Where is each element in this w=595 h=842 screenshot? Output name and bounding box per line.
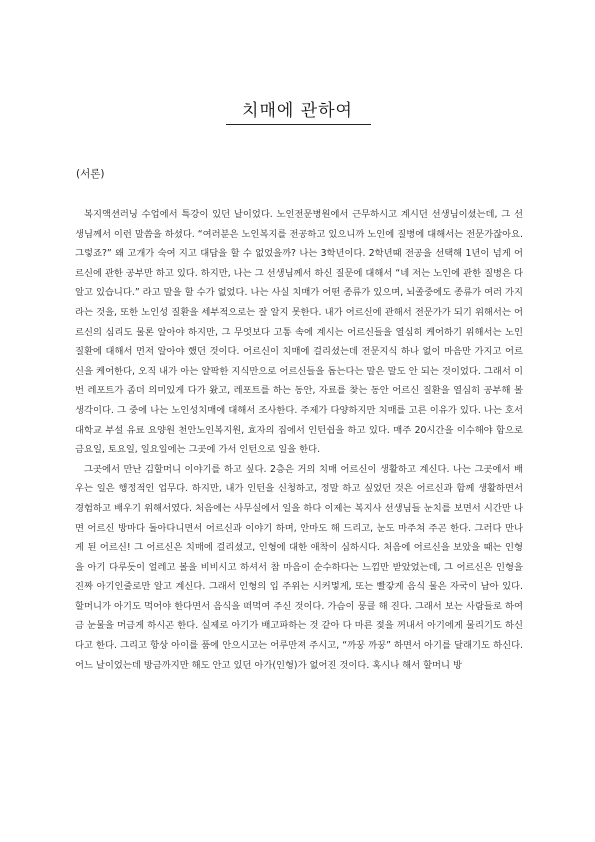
title-underline xyxy=(226,124,371,125)
paragraph: 복지액션러닝 수업에서 특강이 있던 날이었다. 노인전문병원에서 근무하시고 계시던 선생님이셨는데, 그 선생님께서 이런 말씀을 하셨다. “여러분은 노인복지를 전공하고 있으니까 노인에 질병에 대해서는 전문가잖아요. 그렇죠?” 왜 고개가 숙여 지고 대답을 할 수 없었을까? 나는 3학년이다. 2학년때 전공을 선택해 1년이 넘게 어르신에 관한 공부만 하고 있다. 하지만, 나는 그 선생님께서 하신 질문에 대해서 “네 저는 노인에 관한 질병은 다 알고 있습니다.” 라고 말을 할 수가 없었다. 나는 사실 치매가 어떤 종류가 있으며, 뇌졸중에도 종류가 여러 가지라는 것을, 또한 노인성 질환을 세부적으로는 잘 알지 못한다. 내가 어르신에 관해서 전문가가 되기 위해서는 어르신의 심리도 물론 알아야 하지만, 그 무엇보다 고통 속에 계시는 어르신들을 열심히 케어하기 위해서는 노인질환에 대해서 먼저 알아야 했던 것이다. 어르신이 치매에 걸리셨는데 전문지식 하나 없이 마음만 가지고 어르신을 케어한다, 오직 내가 아는 얄팍한 지식만으로 어르신들을 돕는다는 말은 말도 안 되는 것이었다. 그래서 이번 레포트가 좀더 의미있게 다가 왔고, 레포트를 하는 동안, 자료를 찾는 동안 어르신 질환을 열심히 공부해 볼 생각이다. 그 중에 나는 노인성치매에 대해서 조사한다. 주제가 다양하지만 치매를 고른 이유가 있다. 나는 호서대학교 부설 유료 요양원 천안노인복지원, 효자의 집에서 인턴쉽을 하고 있다. 매주 20시간을 이수해야 함으로 금요일, 토요일, 일요일에는 그곳에 가서 인턴으로 일을 한다. xyxy=(75,209,523,456)
paragraph: 그곳에서 만난 김할머니 이야기를 하고 싶다. 2층은 거의 치매 어르신이 생활하고 계신다. 나는 그곳에서 배우는 일은 행정적인 업무다. 하지만, 내가 인턴을 신청하고, 정말 하고 싶었던 것은 어르신과 함께 생활하면서 경험하고 배우기 위해서였다. 처음에는 사무실에서 일을 하다 이제는 복지사 선생님들 눈치를 보면서 시간만 나면 어르신 방마다 돌아다니면서 어르신과 이야기 하며, 안마도 해 드리고, 눈도 마주쳐 주곤 한다. 그러다 만나게 된 어르신! 그 어르신은 치매에 걸리셨고, 인형에 대한 애착이 심하시다. 처음에 어르신을 보았을 때는 인형을 아기 다루듯이 얼레고 볼을 비비시고 하셔서 참 마음이 순수하다는 느낌만 받았었는데, 그 어르신은 인형을 진짜 아기인줄로만 알고 계신다. 그래서 인형의 입 주위는 시커멓게, 또는 빨갛게 음식 물은 자국이 남아 있다. 할머니가 아기도 먹어야 한다면서 음식을 떠먹여 주신 것이다. 가슴이 뭉클 해 진다. 그래서 보는 사람들로 하여금 눈물을 머금게 하시곤 한다. 실제로 아기가 배고파하는 것 같아 다 마른 젖을 꺼내서 아기에게 물리기도 하신다고 한다. 그리고 항상 아이를 품에 안으시고는 어루만져 주시고, “까꿍 까꿍” 하면서 아기를 달래기도 하신다. 어느 날이었는데 방금까지만 해도 안고 있던 아가(인형)가 없어진 것이다. 혹시나 해서 할머니 방 xyxy=(75,463,523,671)
section-heading: (서론) xyxy=(76,168,105,180)
document-title: 치매에 관하여 xyxy=(242,101,353,121)
body-text xyxy=(75,205,523,675)
